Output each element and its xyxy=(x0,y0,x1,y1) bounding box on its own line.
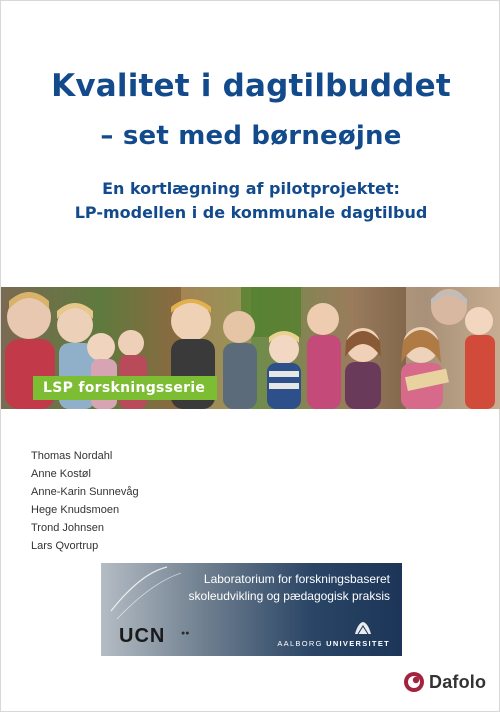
aalborg-university-emblem-icon xyxy=(354,621,372,635)
author-name: Anne Kostøl xyxy=(31,468,91,480)
author-name: Hege Knudsmoen xyxy=(31,504,120,516)
dafolo-logo-icon xyxy=(403,671,425,693)
aalborg-university-logo xyxy=(277,639,390,648)
publisher-name: Dafolo xyxy=(429,671,487,692)
author-name: Anne-Karin Sunnevåg xyxy=(31,486,139,498)
cover-title: Kvalitet i dagtilbuddet xyxy=(51,68,451,104)
cover-subtitle: En kortlægning af pilotprojektet: xyxy=(102,179,400,198)
publisher-logo xyxy=(403,670,486,694)
cover-subtitle-line2: LP-modellen i de kommunale dagtilbud xyxy=(74,203,428,222)
aau-logo-part2: UNIVERSITET xyxy=(326,639,390,648)
laboratory-text xyxy=(189,571,390,605)
ucn-logo-dots: ●● xyxy=(181,630,190,637)
author-name: Lars Qvortrup xyxy=(31,540,99,552)
ucn-logo: UCN xyxy=(119,625,166,647)
aau-logo-part1: AALBORG xyxy=(277,639,323,648)
author-list xyxy=(31,447,139,555)
author-name: Trond Johnsen xyxy=(31,522,104,534)
series-label: LSP forskningsserie xyxy=(33,376,217,400)
author-name: Thomas Nordahl xyxy=(31,450,113,462)
cover-title-line2: – set med børneøjne xyxy=(100,121,402,151)
laboratory-text-line1: Laboratorium for forskningsbaseret xyxy=(203,572,390,586)
laboratory-text-line2: skoleudvikling og pædagogisk praksis xyxy=(188,589,390,603)
laboratory-banner xyxy=(101,563,402,656)
